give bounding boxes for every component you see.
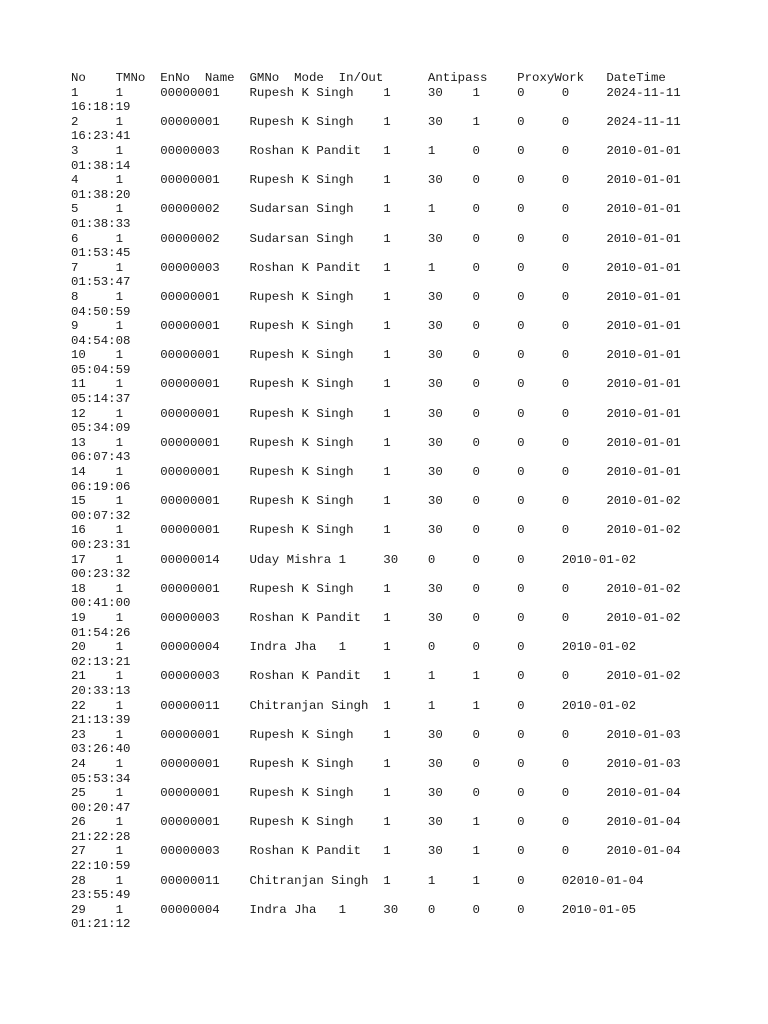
record-time-line: 05:34:09 (71, 421, 131, 436)
record-line: 2 1 00000001 Rupesh K Singh 1 30 1 0 0 2024-11-11 (71, 114, 681, 129)
record-time-line: 04:50:59 (71, 304, 131, 319)
record-line: 13 1 00000001 Rupesh K Singh 1 30 0 0 0 2010-01-01 (71, 435, 681, 450)
record-line: 16 1 00000001 Rupesh K Singh 1 30 0 0 0 2010-01-02 (71, 523, 681, 538)
record-line: 28 1 00000011 Chitranjan Singh 1 1 1 0 02010-01-04 (71, 873, 644, 888)
record-time-line: 00:20:47 (71, 800, 131, 815)
record-time-line: 01:21:12 (71, 917, 131, 932)
record-line: 3 1 00000003 Roshan K Pandit 1 1 0 0 0 2010-01-01 (71, 143, 681, 158)
record-line: 25 1 00000001 Rupesh K Singh 1 30 0 0 0 2010-01-04 (71, 786, 681, 801)
record-line: 5 1 00000002 Sudarsan Singh 1 1 0 0 0 2010-01-01 (71, 202, 681, 217)
record-time-line: 00:41:00 (71, 596, 131, 611)
record-time-line: 01:38:14 (71, 158, 131, 173)
record-time-line: 05:14:37 (71, 392, 131, 407)
record-time-line: 05:04:59 (71, 362, 131, 377)
record-time-line: 03:26:40 (71, 742, 131, 757)
record-line: 24 1 00000001 Rupesh K Singh 1 30 0 0 0 2010-01-03 (71, 756, 681, 771)
record-time-line: 01:53:45 (71, 246, 131, 261)
record-line: 1 1 00000001 Rupesh K Singh 1 30 1 0 0 2024-11-11 (71, 85, 681, 100)
record-line: 17 1 00000014 Uday Mishra 1 30 0 0 0 2010-01-02 (71, 552, 637, 567)
record-time-line: 16:18:19 (71, 100, 131, 115)
record-line: 21 1 00000003 Roshan K Pandit 1 1 1 0 0 2010-01-02 (71, 669, 681, 684)
record-time-line: 00:23:31 (71, 538, 131, 552)
record-time-line: 16:23:41 (71, 129, 131, 144)
record-time-line: 05:53:34 (71, 771, 131, 786)
record-time-line: 00:07:32 (71, 508, 131, 523)
record-line: 6 1 00000002 Sudarsan Singh 1 30 0 0 0 2010-01-01 (71, 231, 681, 246)
record-time-line: 01:38:20 (71, 187, 131, 202)
record-line: 4 1 00000001 Rupesh K Singh 1 30 0 0 0 2010-01-01 (71, 173, 681, 188)
record-time-line: 04:54:08 (71, 333, 131, 348)
record-time-line: 22:10:59 (71, 859, 131, 874)
record-time-line: 23:55:49 (71, 888, 131, 903)
record-time-line: 01:54:26 (71, 625, 131, 640)
record-line: 29 1 00000004 Indra Jha 1 30 0 0 0 2010-01-05 (71, 902, 637, 917)
record-line: 22 1 00000011 Chitranjan Singh 1 1 1 0 2010-01-02 (71, 698, 637, 713)
record-line: 11 1 00000001 Rupesh K Singh 1 30 0 0 0 2010-01-01 (71, 377, 681, 392)
record-time-line: 01:38:33 (71, 216, 131, 231)
record-line: 8 1 00000001 Rupesh K Singh 1 30 0 0 0 2010-01-01 (71, 289, 681, 304)
record-line: 7 1 00000003 Roshan K Pandit 1 1 0 0 0 2010-01-01 (71, 260, 681, 275)
record-time-line: 06:19:06 (71, 479, 131, 494)
record-line: 20 1 00000004 Indra Jha 1 1 0 0 0 2010-01-02 (71, 640, 637, 655)
record-line: 27 1 00000003 Roshan K Pandit 1 30 1 0 0 2010-01-04 (71, 844, 681, 859)
record-line: 9 1 00000001 Rupesh K Singh 1 30 0 0 0 2010-01-01 (71, 319, 681, 334)
record-time-line: 21:22:28 (71, 829, 131, 844)
record-line: 23 1 00000001 Rupesh K Singh 1 30 0 0 0 2010-01-03 (71, 727, 681, 742)
log-text-document (71, 71, 681, 932)
record-line: 14 1 00000001 Rupesh K Singh 1 30 0 0 0 2010-01-01 (71, 465, 681, 480)
record-line: 18 1 00000001 Rupesh K Singh 1 30 0 0 0 2010-01-02 (71, 581, 681, 596)
record-line: 15 1 00000001 Rupesh K Singh 1 30 0 0 0 2010-01-02 (71, 494, 681, 509)
record-time-line: 06:07:43 (71, 450, 131, 465)
record-time-line: 21:13:39 (71, 713, 131, 728)
record-line: 19 1 00000003 Roshan K Pandit 1 30 0 0 0 2010-01-02 (71, 610, 681, 625)
record-time-line: 00:23:32 (71, 567, 131, 582)
record-line: 26 1 00000001 Rupesh K Singh 1 30 1 0 0 2010-01-04 (71, 815, 681, 830)
record-time-line: 20:33:13 (71, 683, 131, 698)
record-line: 12 1 00000001 Rupesh K Singh 1 30 0 0 0 2010-01-01 (71, 406, 681, 421)
record-time-line: 02:13:21 (71, 654, 131, 669)
header-line: No TMNo EnNo Name GMNo Mode In/Out Antipass ProxyWork DateTime (71, 71, 666, 85)
record-time-line: 01:53:47 (71, 275, 131, 290)
record-line: 10 1 00000001 Rupesh K Singh 1 30 0 0 0 2010-01-01 (71, 348, 681, 363)
